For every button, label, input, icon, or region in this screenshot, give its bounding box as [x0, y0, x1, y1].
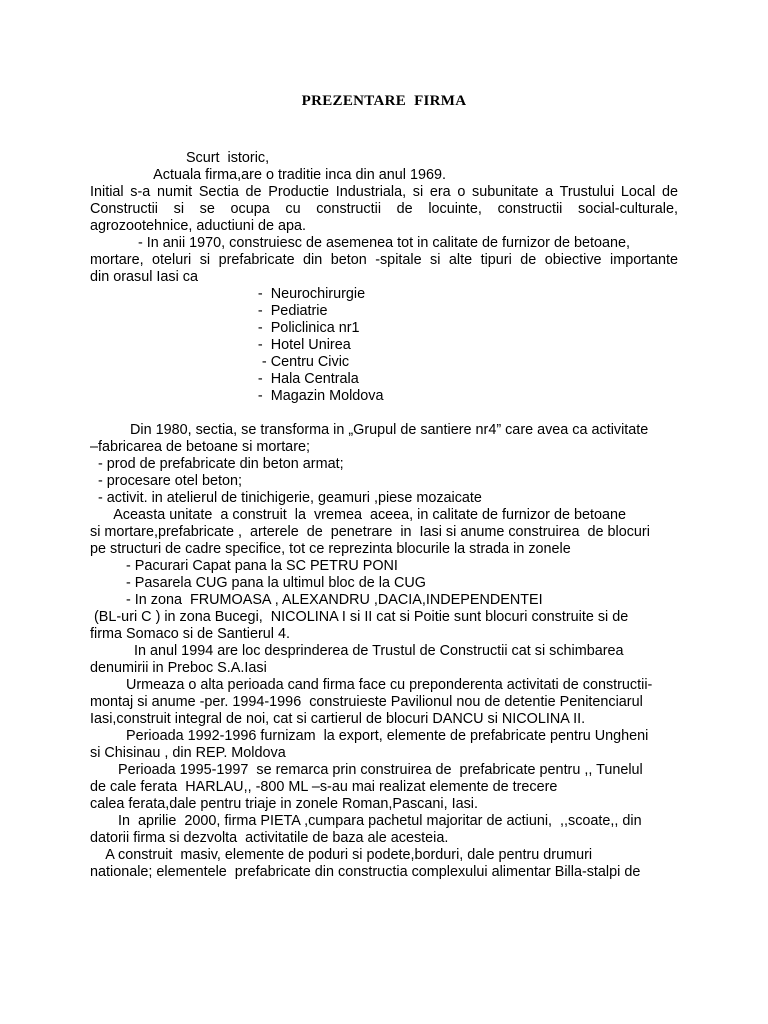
text-line: datorii firma si dezvolta activitatile de baza ale acesteia.	[90, 830, 449, 846]
text-line: Actuala firma,are o traditie inca din anul 1969.	[90, 167, 446, 183]
text-line: In anul 1994 are loc desprinderea de Trustul de Constructii cat si schimbarea	[90, 643, 624, 659]
text-line: Urmeaza o alta perioada cand firma face cu preponderenta activitati de constructii-	[90, 677, 653, 693]
text-line: Perioada 1995-1997 se remarca prin construirea de prefabricate pentru ,, Tunelul	[90, 762, 643, 778]
text-line: calea ferata,dale pentru triaje in zonele Roman,Pascani, Iasi.	[90, 796, 478, 812]
list-item: - Hala Centrala	[90, 371, 359, 387]
list-item: - activit. in atelierul de tinichigerie, geamuri ,piese mozaicate	[90, 490, 482, 506]
text-line: de cale ferata HARLAU,, -800 ML –s-au mai realizat elemente de trecere	[90, 779, 558, 795]
text-line: firma Somaco si de Santierul 4.	[90, 626, 290, 642]
text-line: agrozootehnice, aductiuni de apa.	[90, 218, 307, 234]
text-line: Scurt istoric,	[90, 150, 270, 166]
list-item: - Policlinica nr1	[90, 320, 360, 336]
text-line: –fabricarea de betoane si mortare;	[90, 439, 310, 455]
text-line: si Chisinau , din REP. Moldova	[90, 745, 286, 761]
text-line: A construit masiv, elemente de poduri si podete,borduri, dale pentru drumuri	[90, 847, 593, 863]
text-line: Perioada 1992-1996 furnizam la export, elemente de prefabricate pentru Ungheni	[90, 728, 649, 744]
list-item: - In zona FRUMOASA , ALEXANDRU ,DACIA,INDEPENDENTEI	[90, 592, 543, 608]
text-line: si mortare,prefabricate , arterele de penetrare in Iasi si anume construirea de blocuri	[90, 524, 650, 540]
list-item: - Neurochirurgie	[90, 286, 366, 302]
list-item: - Hotel Unirea	[90, 337, 351, 353]
list-item: - Centru Civic	[90, 354, 350, 370]
text-line: montaj si anume -per. 1994-1996 construieste Pavilionul nou de detentie Penitenciarul	[90, 694, 643, 710]
text-line: din orasul Iasi ca	[90, 269, 198, 285]
text-line: mortare, oteluri si prefabricate din beton -spitale si alte tipuri de obiective importante	[90, 252, 678, 268]
list-item: - prod de prefabricate din beton armat;	[90, 456, 344, 472]
text-line: (BL-uri C ) in zona Bucegi, NICOLINA I si II cat si Poitie sunt blocuri construite si de	[90, 609, 629, 625]
text-line: Din 1980, sectia, se transforma in „Grupul de santiere nr4” care avea ca activitate	[90, 422, 649, 438]
text-line: denumirii in Preboc S.A.Iasi	[90, 660, 267, 676]
list-item: - Magazin Moldova	[90, 388, 384, 404]
text-line: pe structuri de cadre specifice, tot ce reprezinta blocurile la strada in zonele	[90, 541, 571, 557]
text-line: Initial s-a numit Sectia de Productie Industriala, si era o subunitate a Trustului Local de	[90, 184, 678, 200]
text-line: nationale; elementele prefabricate din constructia complexului alimentar Billa-stalpi de	[90, 864, 641, 880]
document-title: PREZENTARE FIRMA	[301, 93, 467, 109]
list-item: - Pacurari Capat pana la SC PETRU PONI	[90, 558, 398, 574]
document-body	[90, 150, 678, 881]
text-line: In aprilie 2000, firma PIETA ,cumpara pachetul majoritar de actiuni, ,,scoate,, din	[90, 813, 642, 829]
text-line: - In anii 1970, construiesc de asemenea tot in calitate de furnizor de betoane,	[90, 235, 630, 251]
text-line: Aceasta unitate a construit la vremea aceea, in calitate de furnizor de betoane	[90, 507, 626, 523]
list-item: - Pasarela CUG pana la ultimul bloc de la CUG	[90, 575, 426, 591]
text-line: Iasi,construit integral de noi, cat si cartierul de blocuri DANCU si NICOLINA II.	[90, 711, 586, 727]
list-item: - Pediatrie	[90, 303, 328, 319]
text-line: Constructii si se ocupa cu constructii de locuinte, constructii social-culturale,	[90, 201, 678, 217]
blank-line	[90, 405, 678, 422]
list-item: - procesare otel beton;	[90, 473, 242, 489]
